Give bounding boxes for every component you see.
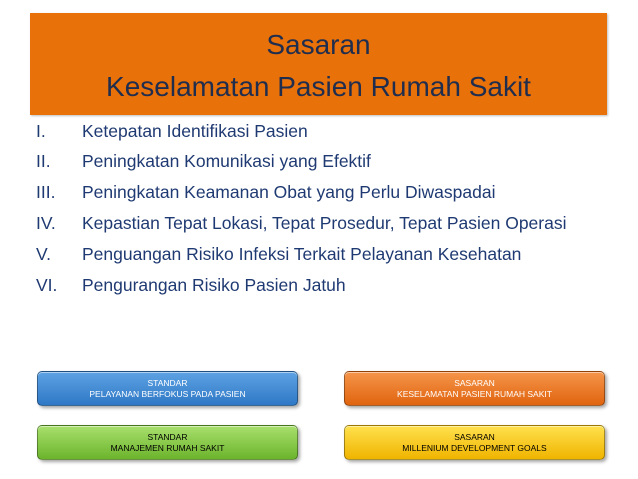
standar-manajemen-box (37, 425, 298, 460)
goal-number: II. (36, 151, 51, 171)
standar-pelayanan-box (37, 371, 298, 406)
goal-text: Peningkatan Komunikasi yang Efektif (82, 151, 371, 171)
goal-text: Kepastian Tepat Lokasi, Tepat Prosedur, Tepat Pasien Operasi (82, 213, 567, 233)
goal-text: Penguangan Risiko Infeksi Terkait Pelayanan Kesehatan (82, 244, 522, 264)
goal-number: V. (36, 244, 51, 264)
goal-text: Peningkatan Keamanan Obat yang Perlu Diwaspadai (82, 182, 496, 202)
box-subtitle: PELAYANAN BERFOKUS PADA PASIEN (89, 388, 246, 399)
box-heading: SASARAN (454, 377, 495, 388)
sasaran-mdg-box (344, 425, 605, 460)
goal-number: IV. (36, 213, 56, 233)
box-subtitle: KESELAMATAN PASIEN RUMAH SAKIT (397, 388, 552, 399)
goal-text: Pengurangan Risiko Pasien Jatuh (82, 275, 346, 295)
sasaran-keselamatan-box (344, 371, 605, 406)
box-heading: STANDAR (147, 431, 188, 442)
slide-title-line1: Sasaran (266, 29, 371, 60)
box-heading: SASARAN (454, 431, 495, 442)
goal-number: I. (36, 121, 46, 141)
goal-number: VI. (36, 275, 58, 295)
box-heading: STANDAR (147, 377, 188, 388)
slide-title-line2: Keselamatan Pasien Rumah Sakit (106, 71, 531, 102)
goal-text: Ketepatan Identifikasi Pasien (82, 121, 308, 141)
title-banner (30, 13, 607, 115)
goal-number: III. (36, 182, 56, 202)
box-subtitle: MILLENIUM DEVELOPMENT GOALS (402, 442, 547, 453)
box-subtitle: MANAJEMEN RUMAH SAKIT (110, 442, 225, 453)
